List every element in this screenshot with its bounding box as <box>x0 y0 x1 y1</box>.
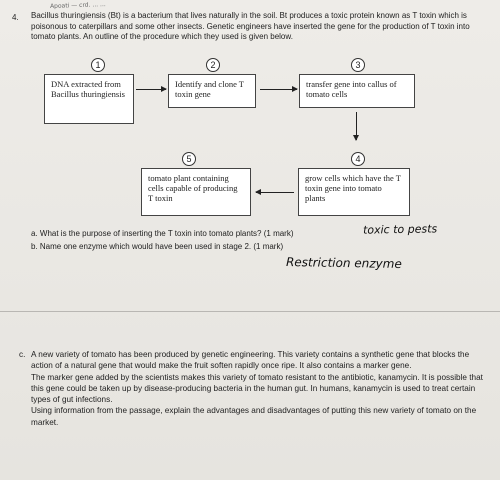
arrow-stage3-to-4 <box>356 112 357 140</box>
arrow-stage2-to-3 <box>260 89 297 90</box>
question-intro: Bacillus thuringiensis (Bt) is a bacterium that lives naturally in the soil. Bt produces a toxic protein known as T toxin which is poisonous to caterpillars and some other insects. Genetic engineers have inserted the gene for the production of T toxin into tomato plants. An outline of the procedure which they used is given below. <box>31 11 470 41</box>
part-c-paragraph-3: Using information from the passage, explain the advantages and disadvantages of putting this new variety of tomato on the market. <box>31 406 477 427</box>
stage-number-1: 1 <box>91 58 105 72</box>
part-c <box>19 349 486 428</box>
answer-a-handwritten: toxic to pests <box>362 222 438 237</box>
section-divider <box>0 311 500 312</box>
stage-4-box: grow cells which have the T toxin gene into tomato plants <box>298 168 410 216</box>
stage-2-box: Identify and clone T toxin gene <box>168 74 256 108</box>
stage-number-2: 2 <box>206 58 220 72</box>
question-b: b. Name one enzyme which would have been used in stage 2. (1 mark) <box>31 242 284 251</box>
stage-number-3: 3 <box>351 58 365 72</box>
part-c-paragraph-2: The marker gene added by the scientists makes this variety of tomato resistant to the antibiotic, kanamycin. It is possible that this gene could be taken up by disease-producing bacteria in the human gut. In humans, kanamycin is used to treat certain types of gut infections. <box>31 372 483 405</box>
part-c-label: c. <box>19 350 26 359</box>
stage-number-4: 4 <box>351 152 365 166</box>
stage-1-box: DNA extracted from Bacillus thuringiensis <box>44 74 134 124</box>
stage-number-5: 5 <box>182 152 196 166</box>
question-a: a. What is the purpose of inserting the T toxin into tomato plants? (1 mark) <box>31 229 294 238</box>
answer-b-handwritten: Restriction enzyme <box>285 254 402 272</box>
question-number: 4. <box>12 13 19 22</box>
arrow-stage1-to-2 <box>136 89 166 90</box>
arrow-stage4-to-5 <box>256 192 294 193</box>
stage-5-box: tomato plant containing cells capable of producing T toxin <box>141 168 251 216</box>
stage-3-box: transfer gene into callus of tomato cells <box>299 74 415 108</box>
part-c-paragraph-1: A new variety of tomato has been produced by genetic engineering. This variety contains a synthetic gene that blocks the action of a natural gene that would make the fruit soften rapidly once ripe. It also contains a marker gene. <box>31 350 470 371</box>
handwritten-note: Apoati — crd. ... ... <box>49 1 106 10</box>
